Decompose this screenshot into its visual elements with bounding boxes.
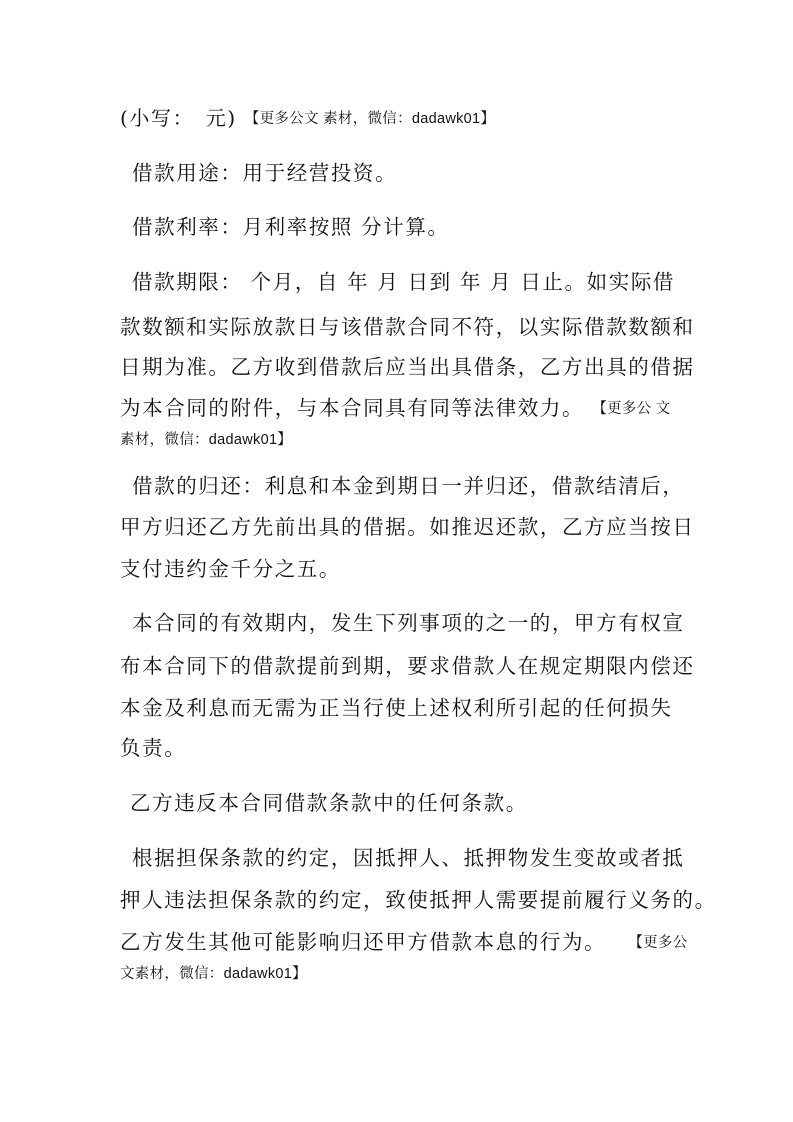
- guarantee-line-2: 押人违法担保条款的约定，致使抵押人需要提前履行义务的。: [120, 888, 717, 912]
- repayment-line-3: 支付违约金千分之五。: [120, 557, 341, 581]
- guarantee-line-1: 根据担保条款的约定，因抵押人、抵押物发生变故或者抵: [132, 846, 685, 870]
- amount-line: [120, 106, 495, 131]
- early-maturity-line-4: 负责。: [120, 736, 187, 760]
- breach-clause: 乙方违反本合同借款条款中的任何条款。: [130, 791, 528, 815]
- amount-text: (小写： 元): [120, 106, 237, 130]
- repayment-line-1: 借款的归还：利息和本金到期日一并归还，借款结清后，: [132, 474, 685, 498]
- guarantee-line-3-text: 乙方发生其他可能影响归还甲方借款本息的行为。: [120, 930, 607, 954]
- loan-term-line-2: 款数额和实际放款日与该借款合同不符，以实际借款数额和: [120, 315, 695, 339]
- promo-text: 素材，微信：dadawk01】: [120, 432, 293, 448]
- promo-text: 【更多公: [628, 935, 688, 951]
- promo-text: 文素材，微信：dadawk01】: [120, 966, 307, 982]
- early-maturity-line-2: 布本合同下的借款提前到期，要求借款人在规定期限内偿还: [120, 654, 695, 678]
- guarantee-line-3: [120, 930, 688, 955]
- loan-term-line-3: 日期为准。乙方收到借款后应当出具借条，乙方出具的借据: [120, 355, 695, 379]
- loan-purpose: 借款用途：用于经营投资。: [132, 161, 398, 185]
- loan-term-line-4-text: 为本合同的附件，与本合同具有同等法律效力。: [120, 396, 585, 420]
- repayment-line-2: 甲方归还乙方先前出具的借据。如推迟还款，乙方应当按日: [120, 515, 695, 539]
- early-maturity-line-3: 本金及利息而无需为正当行使上述权利所引起的任何损失: [120, 696, 673, 720]
- promo-text: 【更多公文 素材，微信：dadawk01】: [244, 111, 496, 127]
- loan-term-line-4: [120, 396, 671, 421]
- loan-interest-rate: 借款利率：月利率按照 分计算。: [132, 215, 450, 239]
- early-maturity-line-1: 本合同的有效期内，发生下列事项的之一的，甲方有权宣: [132, 611, 685, 635]
- loan-term-line-1: 借款期限： 个月，自 年 月 日到 年 月 日止。如实际借: [132, 270, 676, 294]
- promo-text: 【更多公 文: [592, 401, 671, 417]
